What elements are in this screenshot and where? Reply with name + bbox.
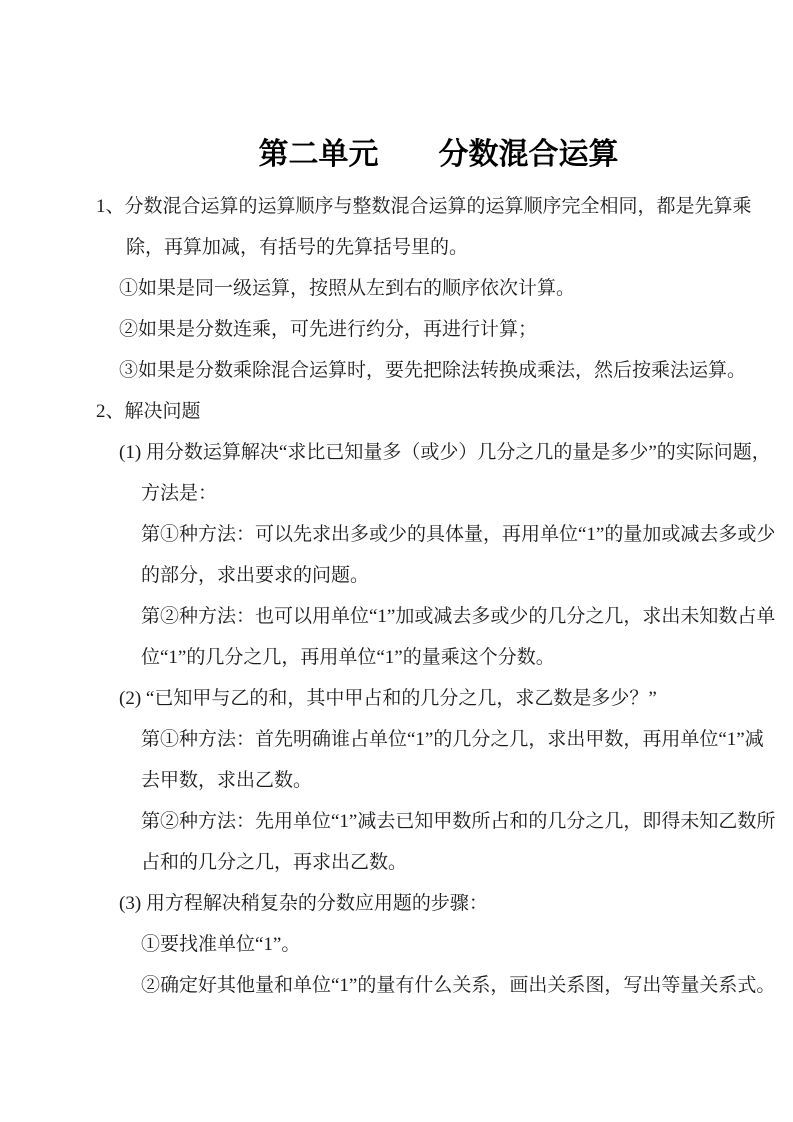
doc-line: ②确定好其他量和单位“1”的量有什么关系，画出关系图，写出等量关系式。 <box>141 975 776 996</box>
doc-line: 除，再算加减，有括号的先算括号里的。 <box>126 237 469 258</box>
doc-line: 第②种方法：也可以用单位“1”加或减去多或少的几分之几，求出未知数占单 <box>141 606 776 627</box>
doc-line: 去甲数，求出乙数。 <box>141 770 313 791</box>
doc-line: 第②种方法：先用单位“1”减去已知甲数所占和的几分之几，即得未知乙数所 <box>141 811 776 832</box>
doc-line: (2) “已知甲与乙的和，其中甲占和的几分之几，求乙数是多少？” <box>119 688 657 709</box>
doc-line: 1、分数混合运算的运算顺序与整数混合运算的运算顺序完全相同，都是先算乘 <box>96 196 752 217</box>
page-title: 第二单元 分数混合运算 <box>258 138 619 171</box>
doc-line: 第①种方法：首先明确谁占单位“1”的几分之几，求出甲数，再用单位“1”减 <box>141 729 764 750</box>
doc-line: ①如果是同一级运算，按照从左到右的顺序依次计算。 <box>119 278 576 299</box>
doc-line: ③如果是分数乘除混合运算时，要先把除法转换成乘法，然后按乘法运算。 <box>119 360 747 381</box>
doc-line: ②如果是分数连乘，可先进行约分，再进行计算； <box>119 319 538 340</box>
doc-line: (3) 用方程解决稍复杂的分数应用题的步骤： <box>119 893 488 914</box>
doc-line: 的部分，求出要求的问题。 <box>141 565 370 586</box>
doc-line: 位“1”的几分之几，再用单位“1”的量乘这个分数。 <box>141 647 555 668</box>
doc-line: 占和的几分之几，再求出乙数。 <box>141 852 408 873</box>
doc-line: 2、解决问题 <box>96 401 201 422</box>
doc-line: 第①种方法：可以先求出多或少的具体量，再用单位“1”的量加或减去多或少 <box>141 524 776 545</box>
doc-line: (1) 用分数运算解决“求比已知量多（或少）几分之几的量是多少”的实际问题， <box>119 442 771 463</box>
doc-line: ①要找准单位“1”。 <box>141 934 301 955</box>
doc-line: 方法是： <box>141 483 218 504</box>
document-body <box>0 186 793 1006</box>
